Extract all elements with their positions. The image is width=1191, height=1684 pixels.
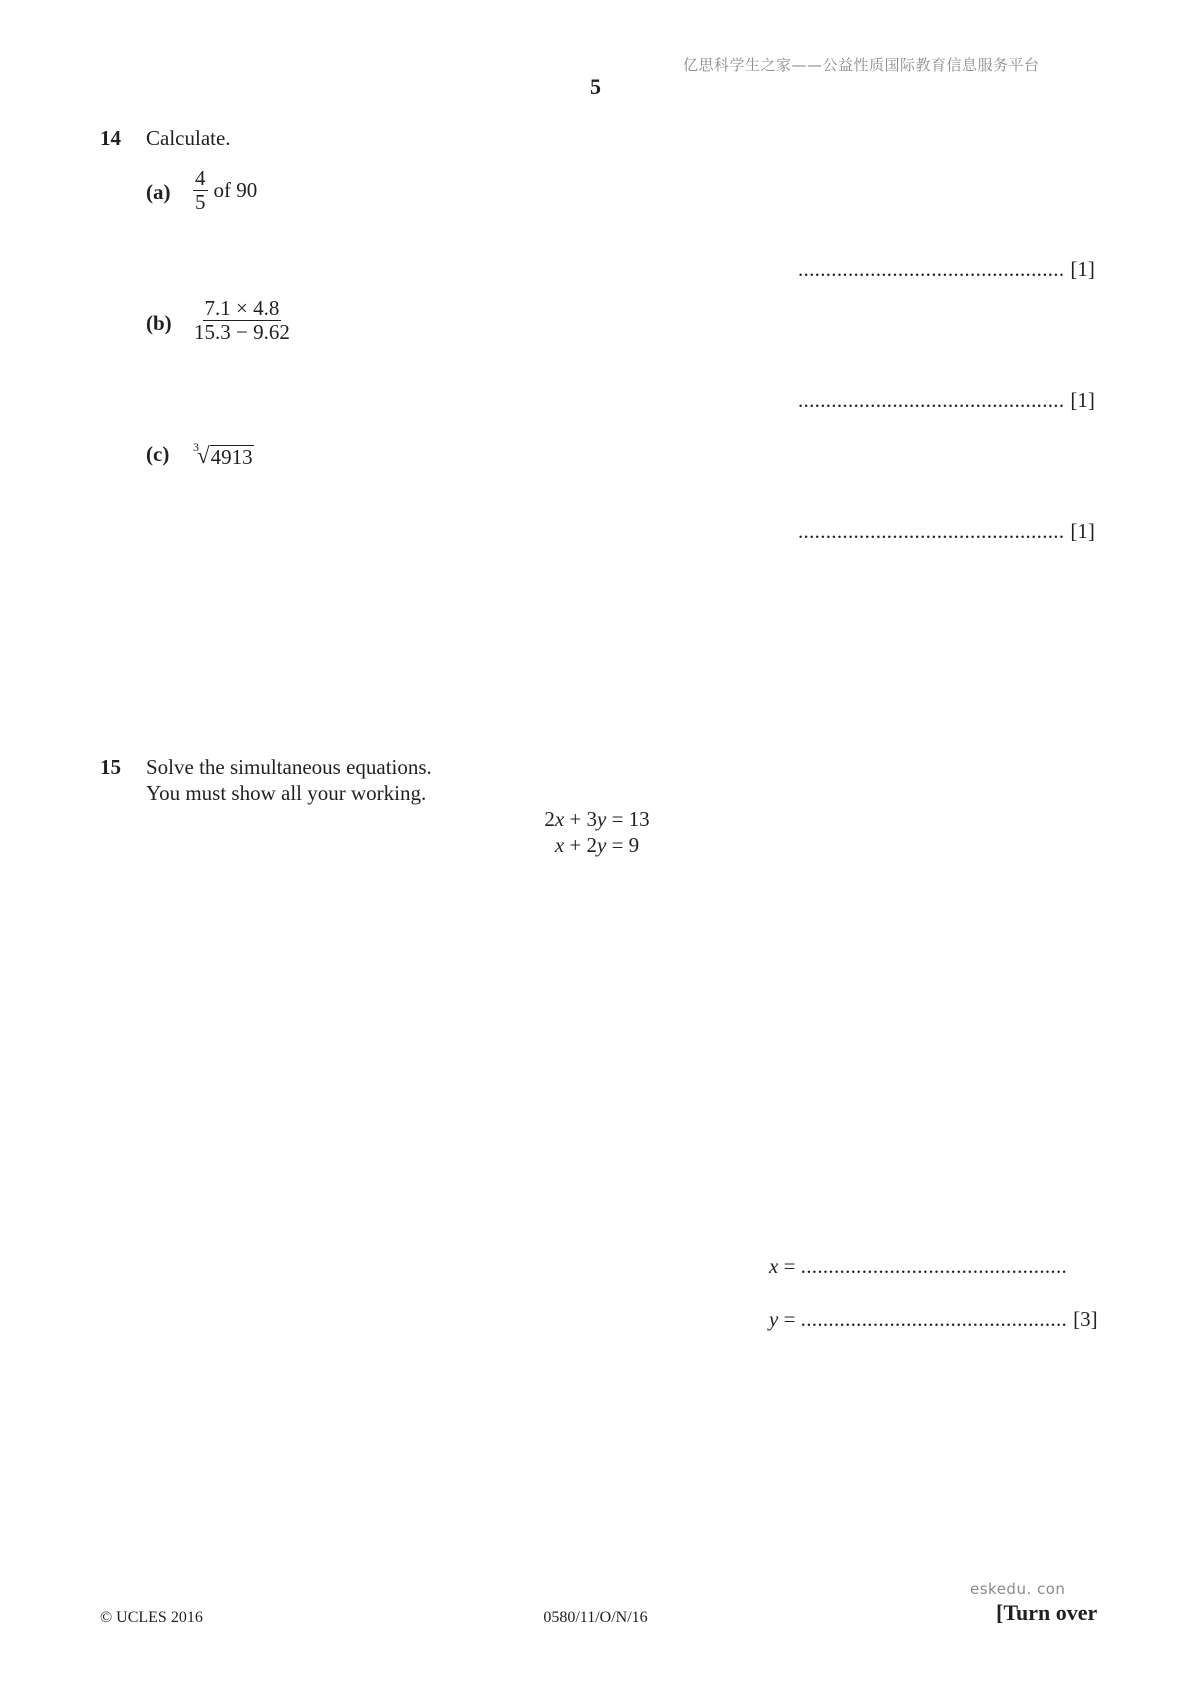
question-15-line-2: You must show all your working. (146, 781, 427, 805)
mark-allocation: [1] (1070, 257, 1095, 281)
answer-line-14a[interactable] (798, 257, 1095, 282)
cube-root-expression (193, 438, 254, 468)
mark-allocation: [3] (1073, 1307, 1098, 1331)
fraction-four-fifths (193, 167, 208, 214)
part-a-expression (193, 167, 257, 214)
eq2-middle: + 2 (564, 833, 597, 857)
part-a-suffix: of 90 (213, 178, 258, 202)
watermark-text: 亿思科学生之家——公益性质国际教育信息服务平台 (683, 56, 1040, 74)
question-15-line-1: Solve the simultaneous equations. (146, 755, 432, 779)
page-number: 5 (590, 74, 601, 99)
eq1-rhs: = 13 (606, 807, 650, 831)
fraction-expression (192, 297, 292, 344)
part-b-expression (192, 297, 292, 344)
mark-allocation: [1] (1070, 519, 1095, 543)
answer-line-x[interactable] (769, 1254, 1067, 1279)
answer-line-14b[interactable] (798, 388, 1095, 413)
question-14-instruction: Calculate. (146, 126, 231, 150)
eq1-variable-x: x (554, 807, 565, 831)
eskedu-watermark: eskedu. con (970, 1580, 1066, 1598)
eq1-variable-y: y (597, 807, 607, 831)
question-number-14: 14 (100, 126, 121, 150)
paper-code: 0580/11/O/N/16 (543, 1609, 648, 1626)
equation-2 (497, 833, 697, 858)
fraction-denominator: 5 (195, 190, 206, 214)
answer-line-14c[interactable] (798, 519, 1095, 544)
turn-over-label: [Turn over (996, 1600, 1098, 1625)
equation-1 (497, 807, 697, 832)
radicand: 4913 (210, 445, 253, 469)
eq2-variable-y: y (597, 833, 607, 857)
root-index: 3 (193, 440, 199, 454)
eq1-middle: + 3 (564, 807, 597, 831)
part-a-label: (a) (146, 180, 171, 204)
x-label: x (769, 1254, 779, 1278)
answer-dots: ................................................ (798, 257, 1065, 281)
equals-sign: = (778, 1254, 801, 1278)
eq2-rhs: = 9 (606, 833, 640, 857)
answer-dots: ................................................ (798, 519, 1065, 543)
answer-dots: ................................................ (798, 388, 1065, 412)
copyright: © UCLES 2016 (100, 1609, 203, 1626)
part-c-label: (c) (146, 442, 170, 466)
fraction-numerator: 7.1 × 4.8 (204, 296, 280, 320)
y-label: y (769, 1307, 779, 1331)
answer-dots: ................................................ (800, 1307, 1068, 1331)
equals-sign: = (778, 1307, 801, 1331)
eq2-variable-x: x (554, 833, 565, 857)
fraction-numerator: 4 (195, 166, 206, 190)
fraction-denominator: 15.3 − 9.62 (194, 320, 290, 344)
part-b-label: (b) (146, 311, 172, 335)
radical-sign-icon: √ (197, 443, 210, 468)
answer-line-y[interactable] (769, 1307, 1098, 1332)
question-number-15: 15 (100, 755, 121, 779)
mark-allocation: [1] (1070, 388, 1095, 412)
eq1-coefficient: 2 (544, 807, 555, 831)
answer-dots: ................................................ (800, 1254, 1068, 1278)
